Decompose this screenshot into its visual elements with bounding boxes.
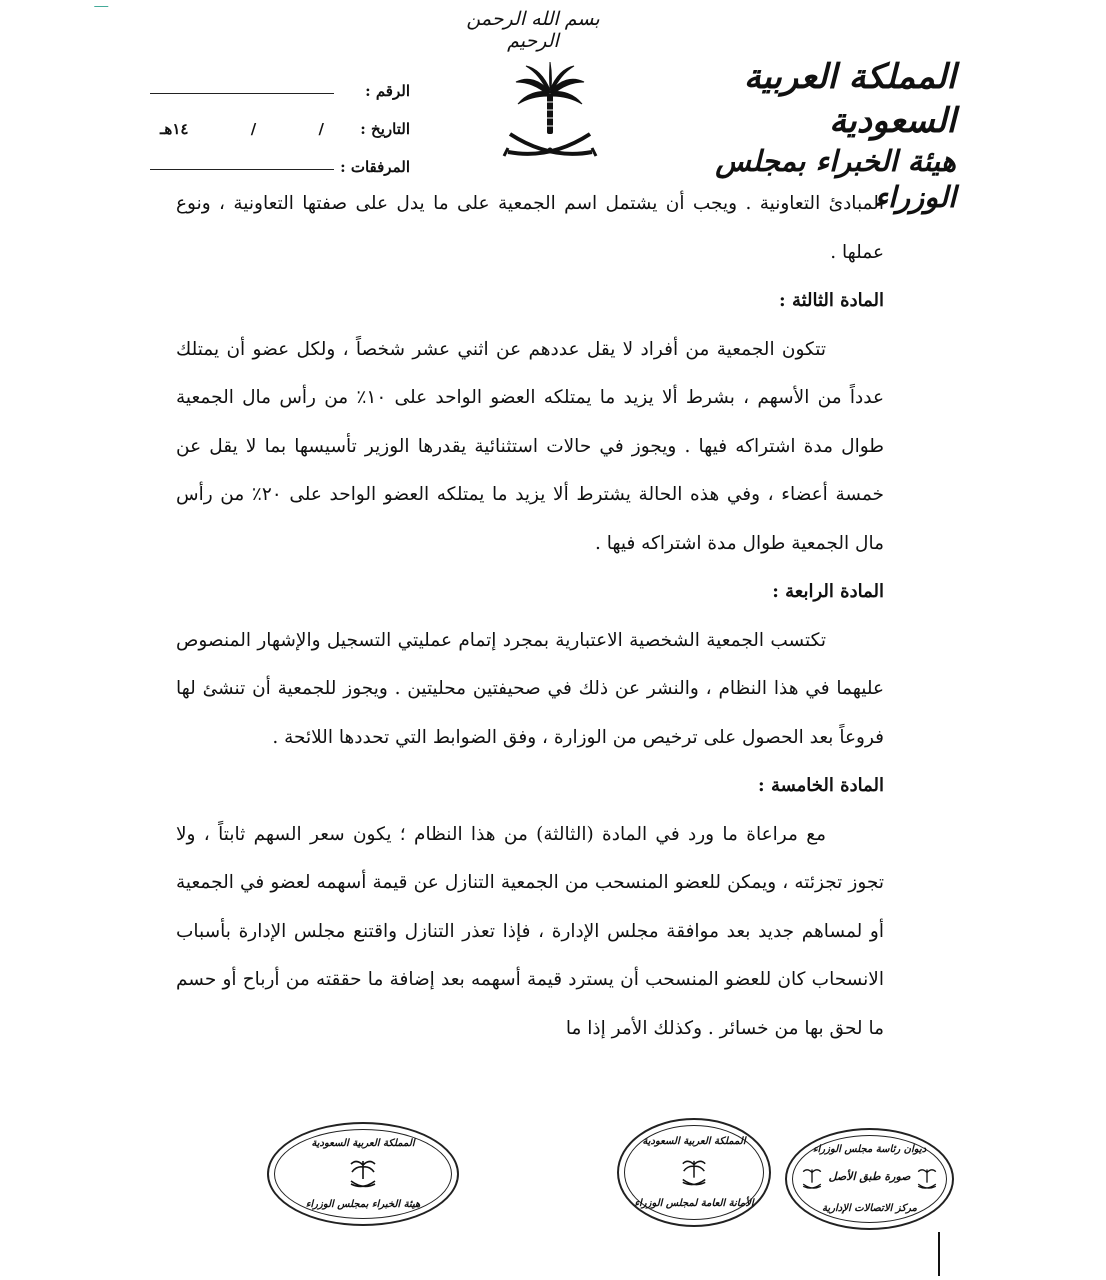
stamp-top-text: المملكة العربية السعودية — [642, 1136, 746, 1147]
document-body — [176, 180, 884, 1053]
palm-swords-emblem-icon — [801, 1166, 823, 1192]
date-field — [150, 120, 334, 138]
palm-swords-emblem-icon — [680, 1157, 708, 1189]
letterhead-kingdom: المملكة العربية السعودية — [743, 57, 956, 141]
experts-commission-stamp — [267, 1122, 459, 1226]
stamp-top-text: المملكة العربية السعودية — [311, 1138, 415, 1149]
article-3-heading: المادة الثالثة : — [779, 290, 884, 311]
stamp-middle-text: صورة طبق الأصل — [828, 1170, 911, 1183]
palm-swords-emblem-icon — [916, 1166, 938, 1192]
article-5-heading: المادة الخامسة : — [758, 775, 884, 796]
palm-swords-emblem-icon — [348, 1157, 378, 1191]
stamp-bottom-text: مركز الاتصالات الإدارية — [822, 1203, 917, 1214]
true-copy-stamp — [785, 1128, 954, 1230]
corner-scan-mark — [94, 0, 112, 7]
date-year: ١٤هـ — [160, 120, 189, 138]
stamp-top-text: ديوان رئاسة مجلس الوزراء — [812, 1144, 927, 1155]
general-secretariat-stamp — [617, 1118, 771, 1227]
stamp-bottom-text: الأمانة العامة لمجلس الوزراء — [634, 1198, 754, 1209]
intro-paragraph: المبادئ التعاونية . ويجب أن يشتمل اسم الجمعية على ما يدل على صفتها التعاونية ، ونوع عملها . — [176, 193, 884, 263]
date-row — [150, 100, 410, 138]
document-meta — [150, 62, 410, 176]
attachments-label: المرفقات : — [340, 158, 410, 176]
reference-line — [150, 79, 334, 94]
article-4-text: تكتسب الجمعية الشخصية الاعتبارية بمجرد إتمام عمليتي التسجيل والإشهار المنصوص عليهما في هذا النظام ، والنشر عن ذلك في صحيفتين محليتين . ويجوز للجمعية أن تنشئ لها فروعاً بعد الحصول على ترخيص من الوزارة ، وفق الضوابط التي تحددها اللائحة . — [176, 629, 884, 748]
palm-swords-emblem-icon — [500, 62, 600, 172]
margin-line — [938, 1232, 940, 1276]
letterhead-authority: هيئة الخبراء بمجلس الوزراء — [715, 144, 956, 214]
article-3-text: تتكون الجمعية من أفراد لا يقل عددهم عن اثني عشر شخصاً ، ولكل عضو أن يمتلك عدداً من الأسهم ، بشرط ألا يزيد ما يمتلكه العضو الواحد على ١٠٪ من رأس مال الجمعية طوال مدة اشتراكه فيها . ويجوز في حالات استثنائية يقدرها الوزير تأسيسها بما لا يقل عن خمسة أعضاء ، وفي هذه الحالة يشترط ألا يزيد ما يمتلكه العضو الواحد على ٢٠٪ من رأس مال الجمعية طوال مدة اشتراكه فيها . — [176, 338, 884, 554]
attachments-line — [150, 155, 334, 170]
basmala: بسم الله الرحمن الرحيم — [466, 8, 600, 52]
article-5-text: مع مراعاة ما ورد في المادة (الثالثة) من هذا النظام ؛ يكون سعر السهم ثابتاً ، ولا تجوز تجزئته ، ويمكن للعضو المنسحب من الجمعية التنازل عن قيمة أسهمه لعضو في الجمعية أو لمساهم جديد بعد موافقة مجلس الإدارة ، فإذا تعذر التنازل واقتنع مجلس الإدارة بأسباب الانسحاب كان للعضو المنسحب أن يسترد قيمة أسهمه بعد إضافة ما حققته من أرباح أو حسم ما لحق بها من خسائر . وكذلك الأمر إذا ما — [176, 823, 884, 1039]
date-slash: / — [250, 120, 257, 138]
date-slash: / — [318, 120, 324, 138]
date-label: التاريخ : — [360, 120, 410, 138]
attachments-row — [150, 138, 410, 176]
stamp-bottom-text: هيئة الخبراء بمجلس الوزراء — [305, 1199, 421, 1210]
reference-label: الرقم : — [365, 82, 410, 100]
article-4-heading: المادة الرابعة : — [772, 581, 884, 602]
reference-row — [150, 62, 410, 100]
